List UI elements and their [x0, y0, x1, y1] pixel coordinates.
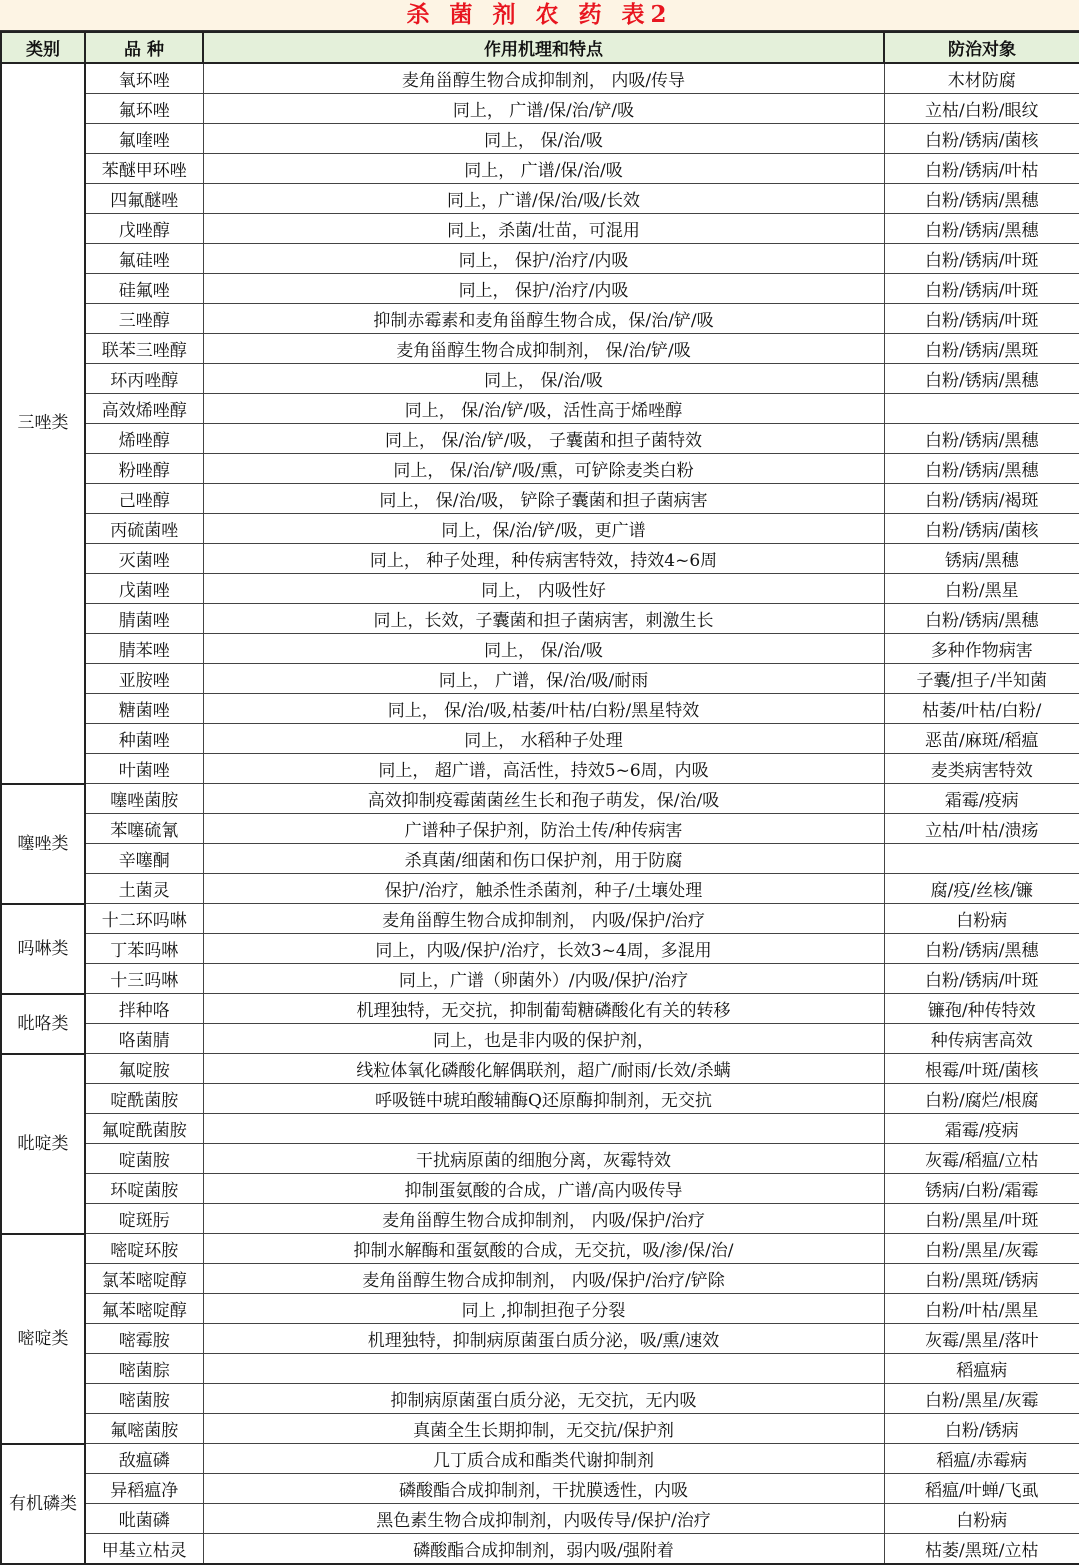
mechanism-cell: 抑制蛋氨酸的合成，广谱/高内吸传导: [203, 1174, 884, 1204]
table-row: [1, 154, 1079, 184]
target-cell: 白粉/锈病/黑斑: [884, 334, 1079, 364]
header-target: 防治对象: [884, 32, 1079, 63]
mechanism-cell: 黑色素生物合成抑制剂，内吸传导/保护/治疗: [203, 1504, 884, 1534]
mechanism-cell: 同上，保/治/铲/吸，更广谱: [203, 514, 884, 544]
category-cell: 三唑类: [1, 63, 85, 784]
mechanism-cell: 抑制赤霉素和麦角甾醇生物合成，保/治/铲/吸: [203, 304, 884, 334]
target-cell: 白粉/锈病/黑穗: [884, 424, 1079, 454]
mechanism-cell: 同上 ,抑制担孢子分裂: [203, 1294, 884, 1324]
mechanism-cell: 同上，广谱/保/治/吸/长效: [203, 184, 884, 214]
variety-cell: 三唑醇: [85, 304, 203, 334]
target-cell: 恶苗/麻斑/稻瘟: [884, 724, 1079, 754]
variety-cell: 咯菌腈: [85, 1024, 203, 1054]
target-cell: 稻瘟/赤霉病: [884, 1444, 1079, 1474]
target-cell: 稻瘟/叶蝉/飞虱: [884, 1474, 1079, 1504]
target-cell: 白粉/黑星/灰霉: [884, 1234, 1079, 1264]
header-category: 类别: [1, 32, 85, 63]
variety-cell: 戊菌唑: [85, 574, 203, 604]
category-cell: 吡啶类: [1, 1054, 85, 1234]
table-row: [1, 1384, 1079, 1414]
target-cell: 种传病害高效: [884, 1024, 1079, 1054]
table-row: [1, 1294, 1079, 1324]
table-row: [1, 754, 1079, 784]
variety-cell: 亚胺唑: [85, 664, 203, 694]
table-row: [1, 184, 1079, 214]
variety-cell: 灭菌唑: [85, 544, 203, 574]
mechanism-cell: 同上， 保/治/铲/吸/熏，可铲除麦类白粉: [203, 454, 884, 484]
target-cell: 白粉/锈病/褐斑: [884, 484, 1079, 514]
variety-cell: 拌种咯: [85, 994, 203, 1024]
target-cell: 白粉/叶枯/黑星: [884, 1294, 1079, 1324]
mechanism-cell: 同上， 保/治/吸: [203, 124, 884, 154]
header-mechanism: 作用机理和特点: [203, 32, 884, 63]
table-row: [1, 1174, 1079, 1204]
table-row: [1, 1534, 1079, 1565]
mechanism-cell: 真菌全生长期抑制，无交抗/保护剂: [203, 1414, 884, 1444]
variety-cell: 氟啶胺: [85, 1054, 203, 1084]
target-cell: 白粉/锈病/黑穗: [884, 934, 1079, 964]
mechanism-cell: 几丁质合成和酯类代谢抑制剂: [203, 1444, 884, 1474]
variety-cell: 啶酰菌胺: [85, 1084, 203, 1114]
variety-cell: 氟啶酰菌胺: [85, 1114, 203, 1144]
mechanism-cell: 麦角甾醇生物合成抑制剂， 保/治/铲/吸: [203, 334, 884, 364]
category-cell: 吡咯类: [1, 994, 85, 1054]
target-cell: 子囊/担子/半知菌: [884, 664, 1079, 694]
variety-cell: 嘧霉胺: [85, 1324, 203, 1354]
table-row: [1, 514, 1079, 544]
target-cell: 白粉/锈病/叶斑: [884, 244, 1079, 274]
mechanism-cell: 干扰病原菌的细胞分离，灰霉特效: [203, 1144, 884, 1174]
table-row: [1, 994, 1079, 1024]
table-row: [1, 814, 1079, 844]
target-cell: 白粉/锈病/黑穗: [884, 454, 1079, 484]
variety-cell: 叶菌唑: [85, 754, 203, 784]
target-cell: 白粉/锈病/叶斑: [884, 304, 1079, 334]
variety-cell: 糖菌唑: [85, 694, 203, 724]
variety-cell: 氟硅唑: [85, 244, 203, 274]
table-row: [1, 874, 1079, 904]
target-cell: [884, 394, 1079, 424]
table-row: [1, 124, 1079, 154]
table-row: [1, 1414, 1079, 1444]
variety-cell: 烯唑醇: [85, 424, 203, 454]
category-cell: 有机磷类: [1, 1444, 85, 1565]
table-row: [1, 1114, 1079, 1144]
variety-cell: 甲基立枯灵: [85, 1534, 203, 1565]
table-row: [1, 454, 1079, 484]
target-cell: 白粉病: [884, 1504, 1079, 1534]
table-row: [1, 274, 1079, 304]
mechanism-cell: 同上， 广谱，保/治/吸/耐雨: [203, 664, 884, 694]
mechanism-cell: 线粒体氧化磷酸化解偶联剂，超广/耐雨/长效/杀螨: [203, 1054, 884, 1084]
target-cell: 霜霉/疫病: [884, 784, 1079, 814]
category-cell: 噻唑类: [1, 784, 85, 904]
table-row: [1, 664, 1079, 694]
mechanism-cell: 同上， 保/治/吸， 铲除子囊菌和担子菌病害: [203, 484, 884, 514]
variety-cell: 氯苯嘧啶醇: [85, 1264, 203, 1294]
target-cell: 白粉/锈病/叶枯: [884, 154, 1079, 184]
target-cell: 镰孢/种传特效: [884, 994, 1079, 1024]
table-row: [1, 1054, 1079, 1084]
target-cell: 灰霉/黑星/落叶: [884, 1324, 1079, 1354]
target-cell: 霜霉/疫病: [884, 1114, 1079, 1144]
mechanism-cell: 抑制病原菌蛋白质分泌，无交抗，无内吸: [203, 1384, 884, 1414]
mechanism-cell: [203, 1114, 884, 1144]
mechanism-cell: 麦角甾醇生物合成抑制剂， 内吸/保护/治疗: [203, 904, 884, 934]
variety-cell: 丙硫菌唑: [85, 514, 203, 544]
variety-cell: 戊唑醇: [85, 214, 203, 244]
target-cell: 稻瘟病: [884, 1354, 1079, 1384]
table-row: [1, 724, 1079, 754]
table-row: [1, 544, 1079, 574]
variety-cell: 种菌唑: [85, 724, 203, 754]
variety-cell: 氟苯嘧啶醇: [85, 1294, 203, 1324]
target-cell: 立枯/叶枯/溃疡: [884, 814, 1079, 844]
fungicide-table: [0, 31, 1079, 1565]
table-row: [1, 1204, 1079, 1234]
mechanism-cell: 同上，也是非内吸的保护剂，: [203, 1024, 884, 1054]
variety-cell: 苯醚甲环唑: [85, 154, 203, 184]
mechanism-cell: 同上， 水稻种子处理: [203, 724, 884, 754]
category-cell: 嘧啶类: [1, 1234, 85, 1444]
table-body: [1, 63, 1079, 1564]
mechanism-cell: 同上，内吸/保护/治疗，长效3~4周，多混用: [203, 934, 884, 964]
target-cell: 白粉/锈病/黑穗: [884, 214, 1079, 244]
variety-cell: 四氟醚唑: [85, 184, 203, 214]
target-cell: 白粉/腐烂/根腐: [884, 1084, 1079, 1114]
target-cell: 白粉/锈病/叶斑: [884, 964, 1079, 994]
mechanism-cell: 保护/治疗，触杀性杀菌剂，种子/土壤处理: [203, 874, 884, 904]
variety-cell: 高效烯唑醇: [85, 394, 203, 424]
table-row: [1, 1354, 1079, 1384]
table-row: [1, 1084, 1079, 1114]
target-cell: 枯萎/叶枯/白粉/: [884, 694, 1079, 724]
variety-cell: 嘧菌胺: [85, 1384, 203, 1414]
variety-cell: 嘧菌腙: [85, 1354, 203, 1384]
variety-cell: 氟嘧菌胺: [85, 1414, 203, 1444]
page-title: 杀 菌 剂 农 药 表2: [0, 0, 1079, 31]
table-row: [1, 844, 1079, 874]
table-row: [1, 1144, 1079, 1174]
table-row: [1, 1474, 1079, 1504]
target-cell: 白粉/黑星/灰霉: [884, 1384, 1079, 1414]
table-row: [1, 1024, 1079, 1054]
mechanism-cell: 麦角甾醇生物合成抑制剂， 内吸/保护/治疗: [203, 1204, 884, 1234]
table-row: [1, 394, 1079, 424]
variety-cell: 十三吗啉: [85, 964, 203, 994]
mechanism-cell: 同上， 保/治/铲/吸，活性高于烯唑醇: [203, 394, 884, 424]
variety-cell: 联苯三唑醇: [85, 334, 203, 364]
mechanism-cell: 同上， 保护/治疗/内吸: [203, 244, 884, 274]
mechanism-cell: 同上， 超广谱，高活性，持效5~6周，内吸: [203, 754, 884, 784]
mechanism-cell: 麦角甾醇生物合成抑制剂， 内吸/保护/治疗/铲除: [203, 1264, 884, 1294]
table-row: [1, 1234, 1079, 1264]
mechanism-cell: 同上， 种子处理，种传病害特效，持效4~6周: [203, 544, 884, 574]
header-variety: 品 种: [85, 32, 203, 63]
variety-cell: 氟喹唑: [85, 124, 203, 154]
target-cell: [884, 844, 1079, 874]
table-row: [1, 244, 1079, 274]
target-cell: 白粉/锈病/黑穗: [884, 184, 1079, 214]
mechanism-cell: 机理独特，无交抗，抑制葡萄糖磷酸化有关的转移: [203, 994, 884, 1024]
table-row: [1, 604, 1079, 634]
mechanism-cell: 抑制水解酶和蛋氨酸的合成，无交抗，吸/渗/保/治/: [203, 1234, 884, 1264]
mechanism-cell: 同上， 广谱/保/治/吸: [203, 154, 884, 184]
variety-cell: 啶斑肟: [85, 1204, 203, 1234]
mechanism-cell: 机理独特，抑制病原菌蛋白质分泌，吸/熏/速效: [203, 1324, 884, 1354]
variety-cell: 腈菌唑: [85, 604, 203, 634]
variety-cell: 丁苯吗啉: [85, 934, 203, 964]
variety-cell: 氧环唑: [85, 63, 203, 94]
variety-cell: 土菌灵: [85, 874, 203, 904]
variety-cell: 腈苯唑: [85, 634, 203, 664]
variety-cell: 己唑醇: [85, 484, 203, 514]
table-row: [1, 1504, 1079, 1534]
variety-cell: 嘧啶环胺: [85, 1234, 203, 1264]
mechanism-cell: 高效抑制疫霉菌菌丝生长和孢子萌发，保/治/吸: [203, 784, 884, 814]
table-row: [1, 1264, 1079, 1294]
variety-cell: 硅氟唑: [85, 274, 203, 304]
variety-cell: 氟环唑: [85, 94, 203, 124]
table-row: [1, 934, 1079, 964]
target-cell: 枯萎/黑斑/立枯: [884, 1534, 1079, 1565]
variety-cell: 吡菌磷: [85, 1504, 203, 1534]
variety-cell: 啶菌胺: [85, 1144, 203, 1174]
variety-cell: 粉唑醇: [85, 454, 203, 484]
mechanism-cell: 同上， 保/治/吸: [203, 634, 884, 664]
target-cell: 白粉/黑星/叶斑: [884, 1204, 1079, 1234]
variety-cell: 十二环吗啉: [85, 904, 203, 934]
table-row: [1, 634, 1079, 664]
target-cell: 锈病/白粉/霜霉: [884, 1174, 1079, 1204]
table-row: [1, 904, 1079, 934]
mechanism-cell: 同上，长效，子囊菌和担子菌病害，刺激生长: [203, 604, 884, 634]
mechanism-cell: 同上，广谱（卵菌外）/内吸/保护/治疗: [203, 964, 884, 994]
target-cell: 白粉/锈病/叶斑: [884, 274, 1079, 304]
target-cell: 腐/疫/丝核/镰: [884, 874, 1079, 904]
target-cell: 麦类病害特效: [884, 754, 1079, 784]
header-row: [1, 32, 1079, 63]
mechanism-cell: [203, 1354, 884, 1384]
variety-cell: 敌瘟磷: [85, 1444, 203, 1474]
target-cell: 立枯/白粉/眼纹: [884, 94, 1079, 124]
target-cell: 灰霉/稻瘟/立枯: [884, 1144, 1079, 1174]
target-cell: 白粉/锈病/黑穗: [884, 364, 1079, 394]
table-row: [1, 784, 1079, 814]
table-row: [1, 424, 1079, 454]
table-row: [1, 63, 1079, 94]
target-cell: 木材防腐: [884, 63, 1079, 94]
variety-cell: 环丙唑醇: [85, 364, 203, 394]
mechanism-cell: 磷酸酯合成抑制剂，干扰膜透性，内吸: [203, 1474, 884, 1504]
table-row: [1, 964, 1079, 994]
table-row: [1, 304, 1079, 334]
table-row: [1, 214, 1079, 244]
table-row: [1, 334, 1079, 364]
variety-cell: 异稻瘟净: [85, 1474, 203, 1504]
variety-cell: 苯噻硫氰: [85, 814, 203, 844]
target-cell: 白粉/锈病: [884, 1414, 1079, 1444]
table-row: [1, 574, 1079, 604]
target-cell: 根霉/叶斑/菌核: [884, 1054, 1079, 1084]
target-cell: 白粉/锈病/黑穗: [884, 604, 1079, 634]
target-cell: 白粉/黑星: [884, 574, 1079, 604]
target-cell: 白粉病: [884, 904, 1079, 934]
mechanism-cell: 麦角甾醇生物合成抑制剂， 内吸/传导: [203, 63, 884, 94]
mechanism-cell: 同上， 保护/治疗/内吸: [203, 274, 884, 304]
table-row: [1, 694, 1079, 724]
target-cell: 多种作物病害: [884, 634, 1079, 664]
target-cell: 白粉/锈病/菌核: [884, 124, 1079, 154]
mechanism-cell: 同上， 内吸性好: [203, 574, 884, 604]
variety-cell: 辛噻酮: [85, 844, 203, 874]
mechanism-cell: 同上， 保/治/铲/吸， 子囊菌和担子菌特效: [203, 424, 884, 454]
table-row: [1, 94, 1079, 124]
target-cell: 白粉/锈病/菌核: [884, 514, 1079, 544]
table-row: [1, 364, 1079, 394]
mechanism-cell: 广谱种子保护剂，防治土传/种传病害: [203, 814, 884, 844]
variety-cell: 环啶菌胺: [85, 1174, 203, 1204]
table-row: [1, 1324, 1079, 1354]
mechanism-cell: 同上， 保/治/吸,枯萎/叶枯/白粉/黑星特效: [203, 694, 884, 724]
mechanism-cell: 同上， 广谱/保/治/铲/吸: [203, 94, 884, 124]
table-row: [1, 484, 1079, 514]
variety-cell: 噻唑菌胺: [85, 784, 203, 814]
mechanism-cell: 呼吸链中琥珀酸辅酶Q还原酶抑制剂，无交抗: [203, 1084, 884, 1114]
target-cell: 锈病/黑穗: [884, 544, 1079, 574]
table-row: [1, 1444, 1079, 1474]
mechanism-cell: 同上， 保/治/吸: [203, 364, 884, 394]
target-cell: 白粉/黑斑/锈病: [884, 1264, 1079, 1294]
mechanism-cell: 磷酸酯合成抑制剂，弱内吸/强附着: [203, 1534, 884, 1565]
mechanism-cell: 同上，杀菌/壮苗，可混用: [203, 214, 884, 244]
mechanism-cell: 杀真菌/细菌和伤口保护剂，用于防腐: [203, 844, 884, 874]
category-cell: 吗啉类: [1, 904, 85, 994]
